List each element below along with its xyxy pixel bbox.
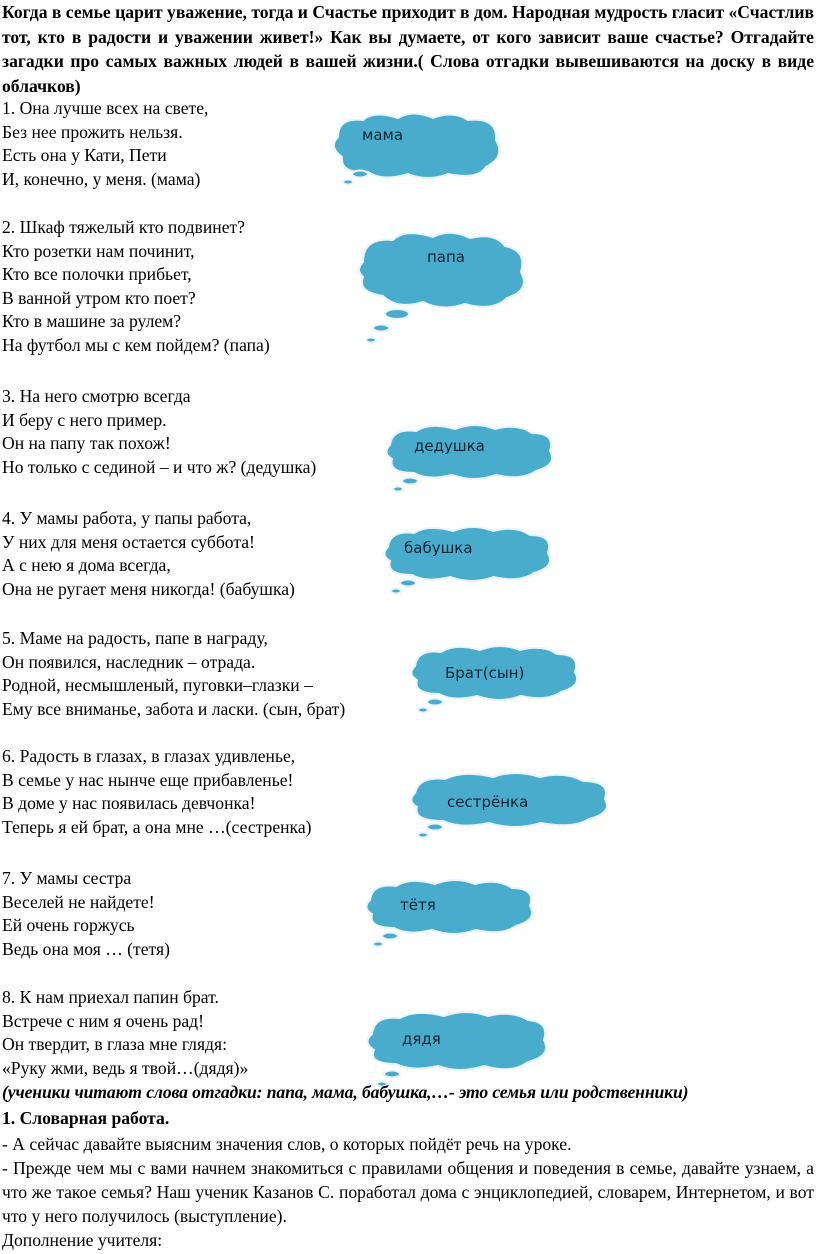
answer-cloud-1	[328, 112, 508, 192]
riddle-line: И, конечно, у меня. (мама)	[2, 168, 201, 189]
riddle-line: 8. К нам приехал папин брат.	[2, 987, 219, 1007]
riddle-line: У них для меня остается суббота!	[2, 531, 255, 552]
cloud-part	[366, 338, 376, 343]
riddle-line: 5. Маме на радость, папе в награду,	[2, 628, 268, 648]
cloud-part	[343, 180, 353, 185]
riddle-line: Без нее прожить нельзя.	[2, 121, 183, 142]
riddle-line: На футбол мы с кем пойдем? (папа)	[2, 334, 270, 355]
cloud-part	[367, 1012, 546, 1070]
cloud-shape	[328, 112, 508, 192]
cloud-label: бабушка	[404, 539, 473, 557]
cloud-label: Брат(сын)	[445, 664, 525, 682]
riddle-line: 4. У мамы работа, у папы работа,	[2, 508, 252, 528]
cloud-part	[385, 309, 409, 319]
riddle-line: 1. Она лучше всех на свете,	[2, 98, 209, 118]
riddle-line: В ванной утром кто поет?	[2, 287, 196, 308]
riddle-line: Он появился, наследник – отрада.	[2, 651, 256, 672]
paragraph: - Прежде чем мы с вами начнем знакомиться с правилами общения и поведения в семье, давайте узнаем, а что же такое семья? Наш ученик Казанов С. поработал дома с энциклопедией, словарем, Интернетом, и вот что у него получилось (выступление).	[2, 1158, 814, 1226]
riddle-line: 3. На него смотрю всегда	[2, 386, 191, 406]
cloud-label: сестрёнка	[447, 793, 529, 811]
section-title: 1. Словарная работа.	[2, 1108, 170, 1128]
riddle-8	[2, 986, 248, 1080]
riddle-line: Кто в машине за рулем?	[2, 311, 182, 332]
cloud-label: мама	[362, 126, 404, 144]
riddle-line: В семье у нас нынче еще прибавленье!	[2, 769, 294, 790]
cloud-part	[366, 880, 532, 934]
cloud-label: дедушка	[414, 437, 485, 455]
riddle-7	[2, 867, 170, 961]
riddle-line: В доме у нас появилась девчонка!	[2, 793, 256, 814]
cloud-part	[384, 1071, 400, 1078]
cloud-part	[334, 114, 499, 179]
riddle-line: И беру с него пример.	[2, 409, 167, 430]
cloud-part	[373, 942, 383, 947]
riddle-line: Он твердит, в глаза мне глядя:	[2, 1034, 227, 1055]
riddle-line: «Руку жми, ведь я твой…(дядя)»	[2, 1057, 249, 1078]
riddle-line: Есть она у Кати, Пети	[2, 145, 167, 166]
riddle-line: Кто все полочки прибьет,	[2, 264, 192, 285]
riddle-4	[2, 507, 295, 601]
riddle-5	[2, 627, 345, 721]
answer-cloud-2	[355, 232, 530, 352]
answer-cloud-7	[360, 880, 540, 952]
cloud-part	[402, 478, 418, 485]
cloud-part	[418, 833, 428, 838]
cloud-part	[393, 487, 403, 492]
cloud-part	[359, 233, 524, 308]
cloud-shape	[380, 425, 560, 497]
cloud-part	[382, 933, 398, 940]
cloud-label: тётя	[400, 896, 436, 914]
riddle-line: 7. У мамы сестра	[2, 868, 132, 888]
cloud-part	[373, 325, 389, 332]
cloud-part	[427, 699, 443, 706]
cloud-part	[352, 171, 368, 178]
riddle-line: Он на папу так похож!	[2, 433, 171, 454]
cloud-shape	[405, 646, 585, 718]
answer-cloud-4	[378, 527, 558, 599]
cloud-shape	[360, 880, 540, 952]
paragraph: Дополнение учителя:	[2, 1230, 163, 1250]
riddle-line: Кто розетки нам починит,	[2, 240, 195, 261]
riddle-line: Веселей не найдете!	[2, 891, 155, 912]
cloud-part	[418, 708, 428, 713]
riddle-line: Ему все вниманье, забота и ласки. (сын, брат)	[2, 698, 346, 719]
riddle-6	[2, 745, 312, 839]
riddle-line: 2. Шкаф тяжелый кто подвинет?	[2, 217, 245, 237]
riddle-3	[2, 385, 316, 479]
student-note: (ученики читают слова отгадки: папа, мама, бабушка,…- это семья или родственники)	[2, 1082, 689, 1102]
cloud-label: дядя	[402, 1030, 441, 1048]
riddle-1	[2, 97, 208, 191]
paragraph: - А сейчас давайте выясним значения слов, о которых пойдёт речь на уроке.	[2, 1134, 572, 1154]
riddle-line: Родной, несмышленый, пуговки–глазки –	[2, 675, 313, 696]
riddle-line: Теперь я ей брат, а она мне …(сестренка)	[2, 816, 312, 837]
riddle-line: Встрече с ним я очень рад!	[2, 1010, 204, 1031]
riddle-line: А с нею я дома всегда,	[2, 555, 171, 576]
intro-paragraph: Когда в семье царит уважение, тогда и Счастье приходит в дом. Народная мудрость гласит «Счастлив тот, кто в радости и уважении живет!» Как вы думаете, от кого зависит ваше счастье? Отгадайте загадки про самых важных людей в вашей жизни.( Слова отгадки вывешиваются на доску в виде облачков)	[2, 2, 814, 96]
riddle-2	[2, 216, 270, 358]
cloud-part	[427, 824, 443, 831]
answer-cloud-3	[380, 425, 560, 497]
answer-cloud-5	[405, 646, 585, 718]
riddle-line: Ей очень горжусь	[2, 915, 135, 936]
cloud-part	[391, 589, 401, 594]
cloud-part	[400, 580, 416, 587]
riddle-line: 6. Радость в глазах, в глазах удивленье,	[2, 746, 296, 766]
answer-cloud-6	[405, 773, 615, 843]
cloud-label: папа	[427, 248, 465, 266]
riddle-line: Она не ругает меня никогда! (бабушка)	[2, 578, 295, 599]
riddle-line: Ведь она моя … (тетя)	[2, 938, 170, 959]
riddle-line: Но только с сединой – и что ж? (дедушка)	[2, 456, 317, 477]
cloud-shape	[378, 527, 558, 599]
